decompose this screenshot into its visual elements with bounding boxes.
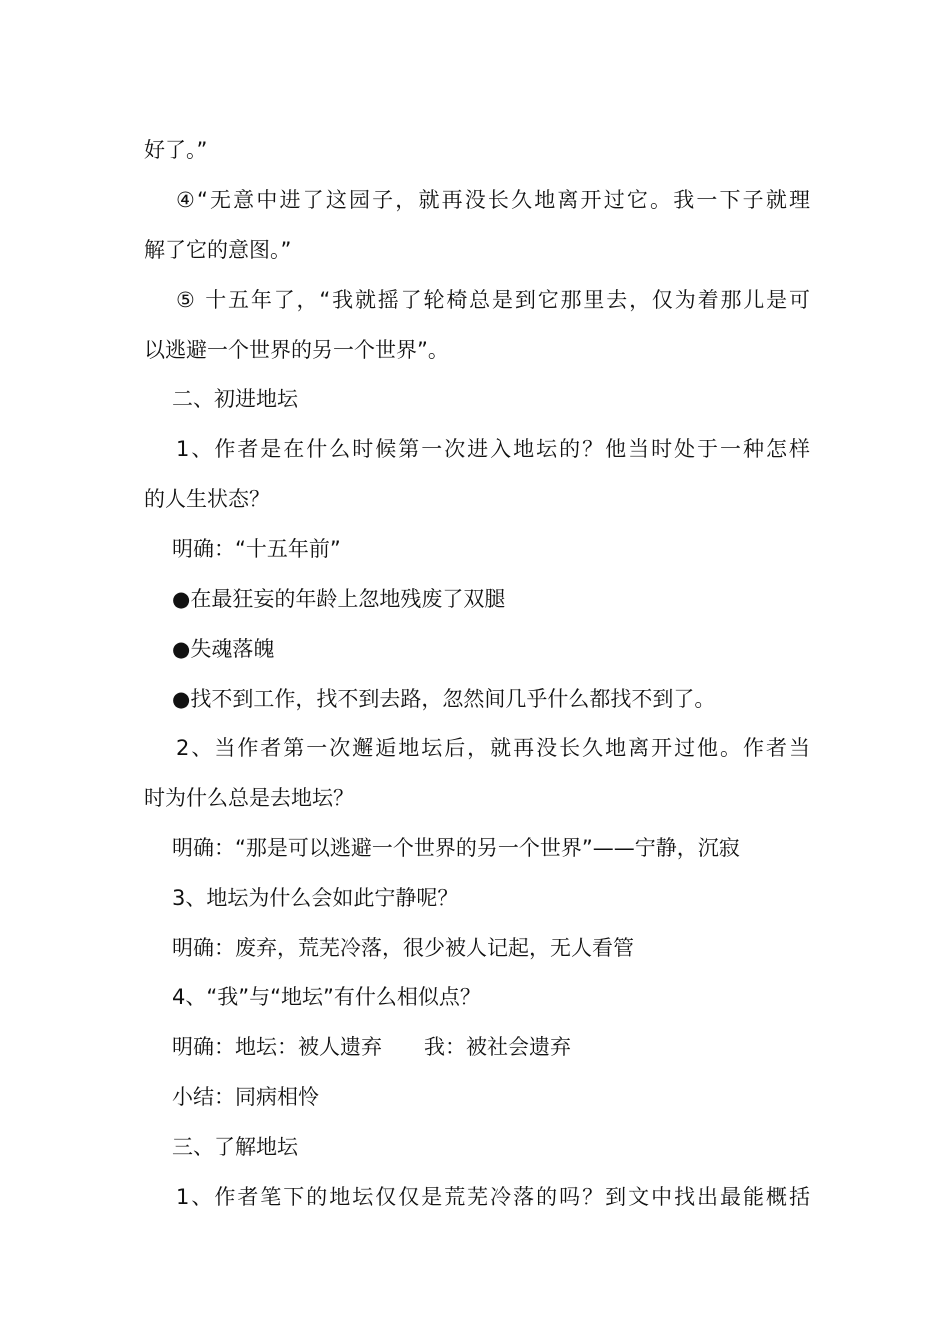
- section-heading: 三、了解地坛: [172, 1135, 298, 1159]
- text-line: 明确：地坛：被人遗弃 我：被社会遗弃: [172, 1035, 571, 1059]
- text-line: 3、地坛为什么会如此宁静呢？: [172, 886, 459, 910]
- text-line: 2、当作者第一次邂逅地坛后，就再没长久地离开过他。作者当: [176, 736, 810, 760]
- text-line: 4、“我”与“地坛”有什么相似点？: [172, 985, 481, 1009]
- text-line: 好了。”: [144, 138, 208, 162]
- text-line: 明确：“那是可以逃避一个世界的另一个世界”——宁静，沉寂: [172, 836, 740, 860]
- text-line: 1、作者笔下的地坛仅仅是荒芜冷落的吗？到文中找出最能概括: [176, 1185, 810, 1209]
- text-line: 明确：“十五年前”: [172, 537, 341, 561]
- text-line: 的人生状态？: [144, 487, 270, 511]
- bullet-item: ●失魂落魄: [172, 637, 275, 661]
- text-line: 明确：废弃，荒芜冷落，很少被人记起，无人看管: [172, 936, 634, 960]
- text-line: 解了它的意图。”: [144, 238, 292, 262]
- text-line: 以逃避一个世界的另一个世界”。: [144, 338, 449, 362]
- text-line: 时为什么总是去地坛？: [144, 786, 354, 810]
- text-line: 小结：同病相怜: [172, 1085, 319, 1109]
- bullet-item: ●找不到工作，找不到去路，忽然间几乎什么都找不到了。: [172, 687, 716, 711]
- text-line: 1、作者是在什么时候第一次进入地坛的？他当时处于一种怎样: [176, 437, 810, 461]
- section-heading: 二、初进地坛: [172, 387, 298, 411]
- text-line: ④“无意中进了这园子，就再没长久地离开过它。我一下子就理: [176, 188, 810, 212]
- text-line: ⑤ 十五年了，“我就摇了轮椅总是到它那里去，仅为着那儿是可: [176, 288, 810, 312]
- bullet-item: ●在最狂妄的年龄上忽地残废了双腿: [172, 587, 506, 611]
